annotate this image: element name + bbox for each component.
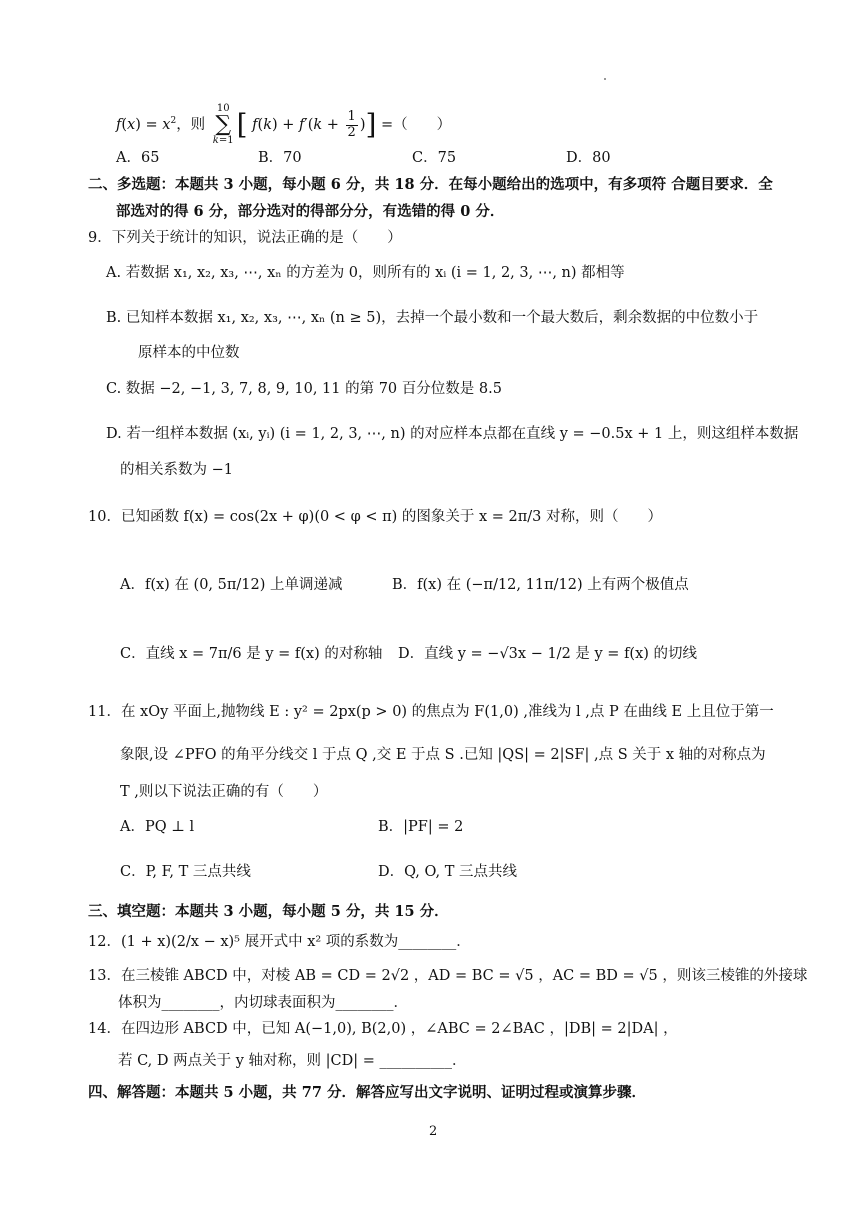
q9-option-d: D. 若一组样本数据 (xᵢ, yᵢ) (i = 1, 2, 3, ⋯, n) 的对应样本点都在直线 y = −0.5x + 1 上，则这组样本数据 bbox=[106, 426, 799, 442]
q10-option-d: D．直线 y = −√3x − 1/2 是 y = f(x) 的切线 bbox=[398, 646, 698, 662]
q10-option-c: C．直线 x = 7π/6 是 y = f(x) 的对称轴 bbox=[120, 646, 383, 662]
q10-option-b: B．f(x) 在 (−π/12, 11π/12) 上有两个极值点 bbox=[392, 577, 689, 593]
q11-option-a: A．PQ ⊥ l bbox=[120, 819, 195, 835]
q11-stem-cont: 象限,设 ∠PFO 的角平分线交 l 于点 Q ,交 E 于点 S .已知 |QS| = 2|SF| ,点 S 关于 x 轴的对称点为 bbox=[120, 747, 766, 763]
section2-heading: 二、多选题：本题共 3 小题，每小题 6 分，共 18 分．在每小题给出的选项中，有多项符 合题目要求．全 bbox=[88, 176, 773, 193]
q10-option-a: A．f(x) 在 (0, 5π/12) 上单调递减 bbox=[120, 577, 343, 593]
section2-heading-cont: 部选对的得 6 分，部分选对的得部分分，有选错的得 0 分． bbox=[116, 203, 505, 220]
page-number: 2 bbox=[429, 1124, 438, 1139]
q9-option-c: C. 数据 −2, −1, 3, 7, 8, 9, 10, 11 的第 70 百分位数是 8.5 bbox=[106, 381, 502, 397]
q8-option-d: D．80 bbox=[566, 150, 611, 166]
q12: 12．(1 + x)(2/x − x)⁵ 展开式中 x² 项的系数为________． bbox=[88, 934, 471, 950]
section4-heading: 四、解答题：本题共 5 小题，共 77 分．解答应写出文字说明、证明过程或演算步骤． bbox=[88, 1084, 646, 1101]
q13-cont: 体积为________，内切球表面积为________． bbox=[118, 995, 408, 1011]
q11-stem-end: T ,则以下说法正确的有（ ） bbox=[120, 784, 328, 800]
q11-option-c: C．P, F, T 三点共线 bbox=[120, 864, 251, 880]
q11-option-b: B．|PF| = 2 bbox=[378, 819, 464, 835]
q14-cont: 若 C, D 两点关于 y 轴对称，则 |CD| = __________． bbox=[118, 1053, 467, 1069]
q11-option-d: D．Q, O, T 三点共线 bbox=[378, 864, 518, 880]
q9-stem: 9．下列关于统计的知识，说法正确的是（ ） bbox=[88, 230, 402, 246]
section3-heading: 三、填空题：本题共 3 小题，每小题 5 分，共 15 分． bbox=[88, 903, 449, 920]
q14: 14．在四边形 ABCD 中，已知 A(−1,0), B(2,0) ，∠ABC = 2∠BAC ，|DB| = 2|DA| ， bbox=[88, 1021, 678, 1037]
q8-option-c: C．75 bbox=[412, 150, 457, 166]
q11-stem: 11．在 xOy 平面上,抛物线 E : y² = 2px(p > 0) 的焦点为 F(1,0) ,准线为 l ,点 P 在曲线 E 上且位于第一 bbox=[88, 704, 774, 720]
q9-option-d-cont: 的相关系数为 −1 bbox=[120, 462, 233, 478]
q13: 13．在三棱锥 ABCD 中，对棱 AB = CD = 2√2 ，AD = BC = √5 ，AC = BD = √5 ，则该三棱锥的外接球 bbox=[88, 968, 808, 984]
q10-stem: 10．已知函数 f(x) = cos(2x + φ)(0 < φ < π) 的图象关于 x = 2π/3 对称，则（ ） bbox=[88, 509, 663, 525]
q8-option-a: A．65 bbox=[116, 150, 160, 166]
q8-stem: $f(x) = x^2$，则 10 ∑ k=1 [ f(k) + f′(k + $\frac{1}{2}$ )] =（ ） bbox=[116, 103, 452, 146]
q9-option-b: B. 已知样本数据 x₁, x₂, x₃, ⋯, xₙ (n ≥ 5)，去掉一个最小数和一个最大数后，剩余数据的中位数小于 bbox=[106, 310, 759, 326]
q9-option-a: A. 若数据 x₁, x₂, x₃, ⋯, xₙ 的方差为 0，则所有的 xᵢ (i = 1, 2, 3, ⋯, n) 都相等 bbox=[106, 265, 625, 281]
q8-option-b: B．70 bbox=[258, 150, 302, 166]
corner-mark bbox=[604, 78, 606, 80]
q9-option-b-cont: 原样本的中位数 bbox=[138, 345, 240, 361]
